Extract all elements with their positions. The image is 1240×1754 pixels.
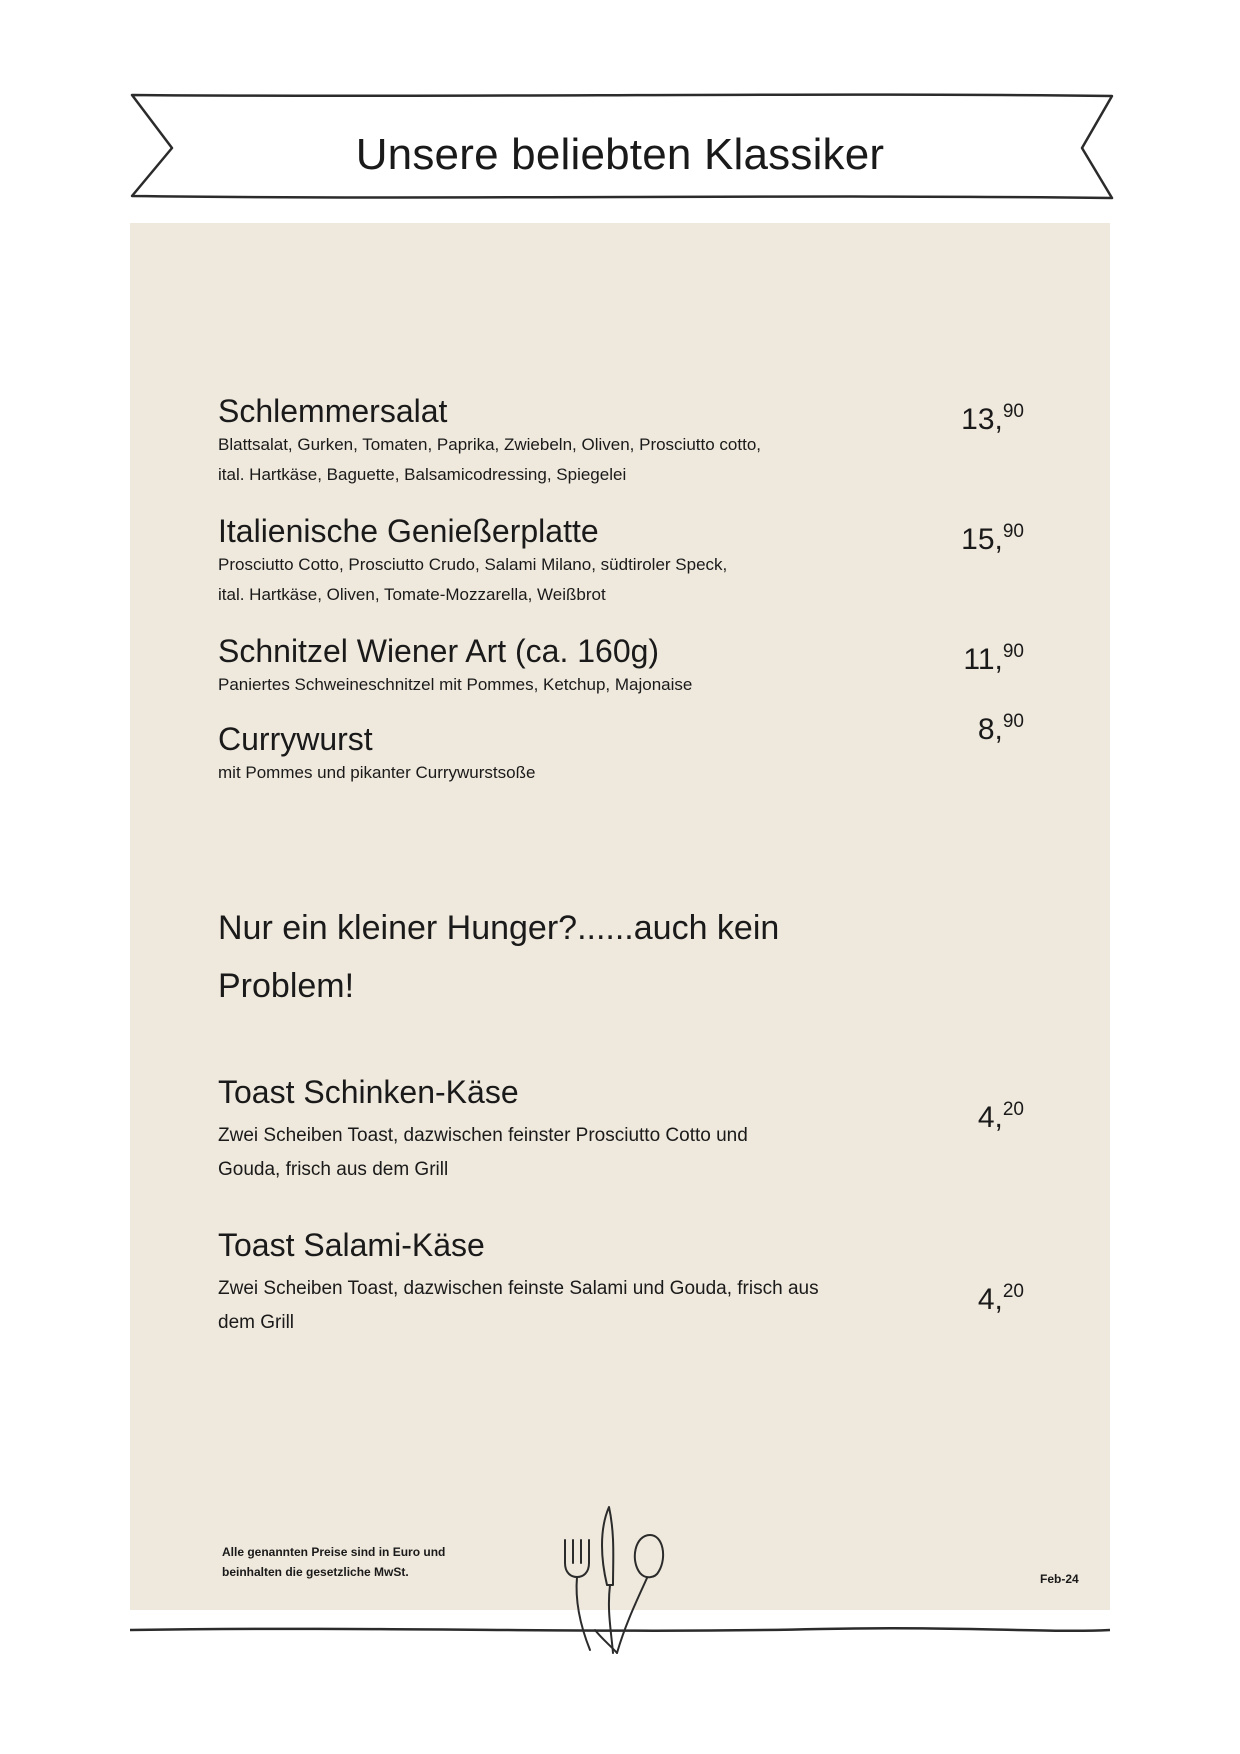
header-banner (0, 0, 1240, 210)
item-description: Zwei Scheiben Toast, dazwischen feinste Salami und Gouda, frisch aus (218, 1278, 819, 1299)
bottom-divider (0, 1620, 1240, 1640)
item-price: 13,90 (961, 401, 1024, 436)
menu-item (218, 1073, 858, 1187)
item-price: 8,90 (977, 711, 1024, 746)
item-price: 4,20 (977, 1099, 1024, 1134)
item-name: Schlemmersalat (218, 393, 448, 429)
item-description: Zwei Scheiben Toast, dazwischen feinster Prosciutto Cotto und (218, 1125, 748, 1146)
menu-item (218, 720, 858, 788)
item-description: ital. Hartkäse, Oliven, Tomate-Mozzarella, Weißbrot (218, 585, 606, 604)
item-description: Paniertes Schweineschnitzel mit Pommes, Ketchup, Majonaise (218, 675, 693, 694)
page-title: Unsere beliebten Klassiker (355, 130, 885, 179)
item-name: Toast Salami-Käse (218, 1227, 485, 1263)
item-price: 4,20 (977, 1281, 1024, 1316)
price-note: Alle genannten Preise sind in Euro und beinhalten die gesetzliche MwSt. (222, 1545, 446, 1579)
menu-item (218, 512, 858, 610)
menu-item (218, 392, 858, 490)
item-description: mit Pommes und pikanter Currywurstsoße (218, 763, 536, 782)
menu-item (218, 1226, 858, 1340)
item-price: 15,90 (961, 521, 1024, 556)
item-description: Prosciutto Cotto, Prosciutto Crudo, Salami Milano, südtiroler Speck, (218, 555, 728, 574)
edition-date: Feb-24 (1040, 1572, 1079, 1586)
item-name: Toast Schinken-Käse (218, 1074, 519, 1110)
item-name: Currywurst (218, 721, 373, 757)
item-description: Gouda, frisch aus dem Grill (218, 1159, 449, 1180)
item-name: Italienische Genießerplatte (218, 513, 599, 549)
item-description: ital. Hartkäse, Baguette, Balsamicodressing, Spiegelei (218, 465, 627, 484)
item-description: Blattsalat, Gurken, Tomaten, Paprika, Zwiebeln, Oliven, Prosciutto cotto, (218, 435, 761, 454)
item-name: Schnitzel Wiener Art (ca. 160g) (218, 633, 660, 669)
menu-item (218, 632, 858, 700)
item-price: 11,90 (963, 641, 1024, 676)
item-description: dem Grill (218, 1312, 295, 1333)
section-heading: Nur ein kleiner Hunger?......auch kein Problem! (218, 909, 780, 1005)
